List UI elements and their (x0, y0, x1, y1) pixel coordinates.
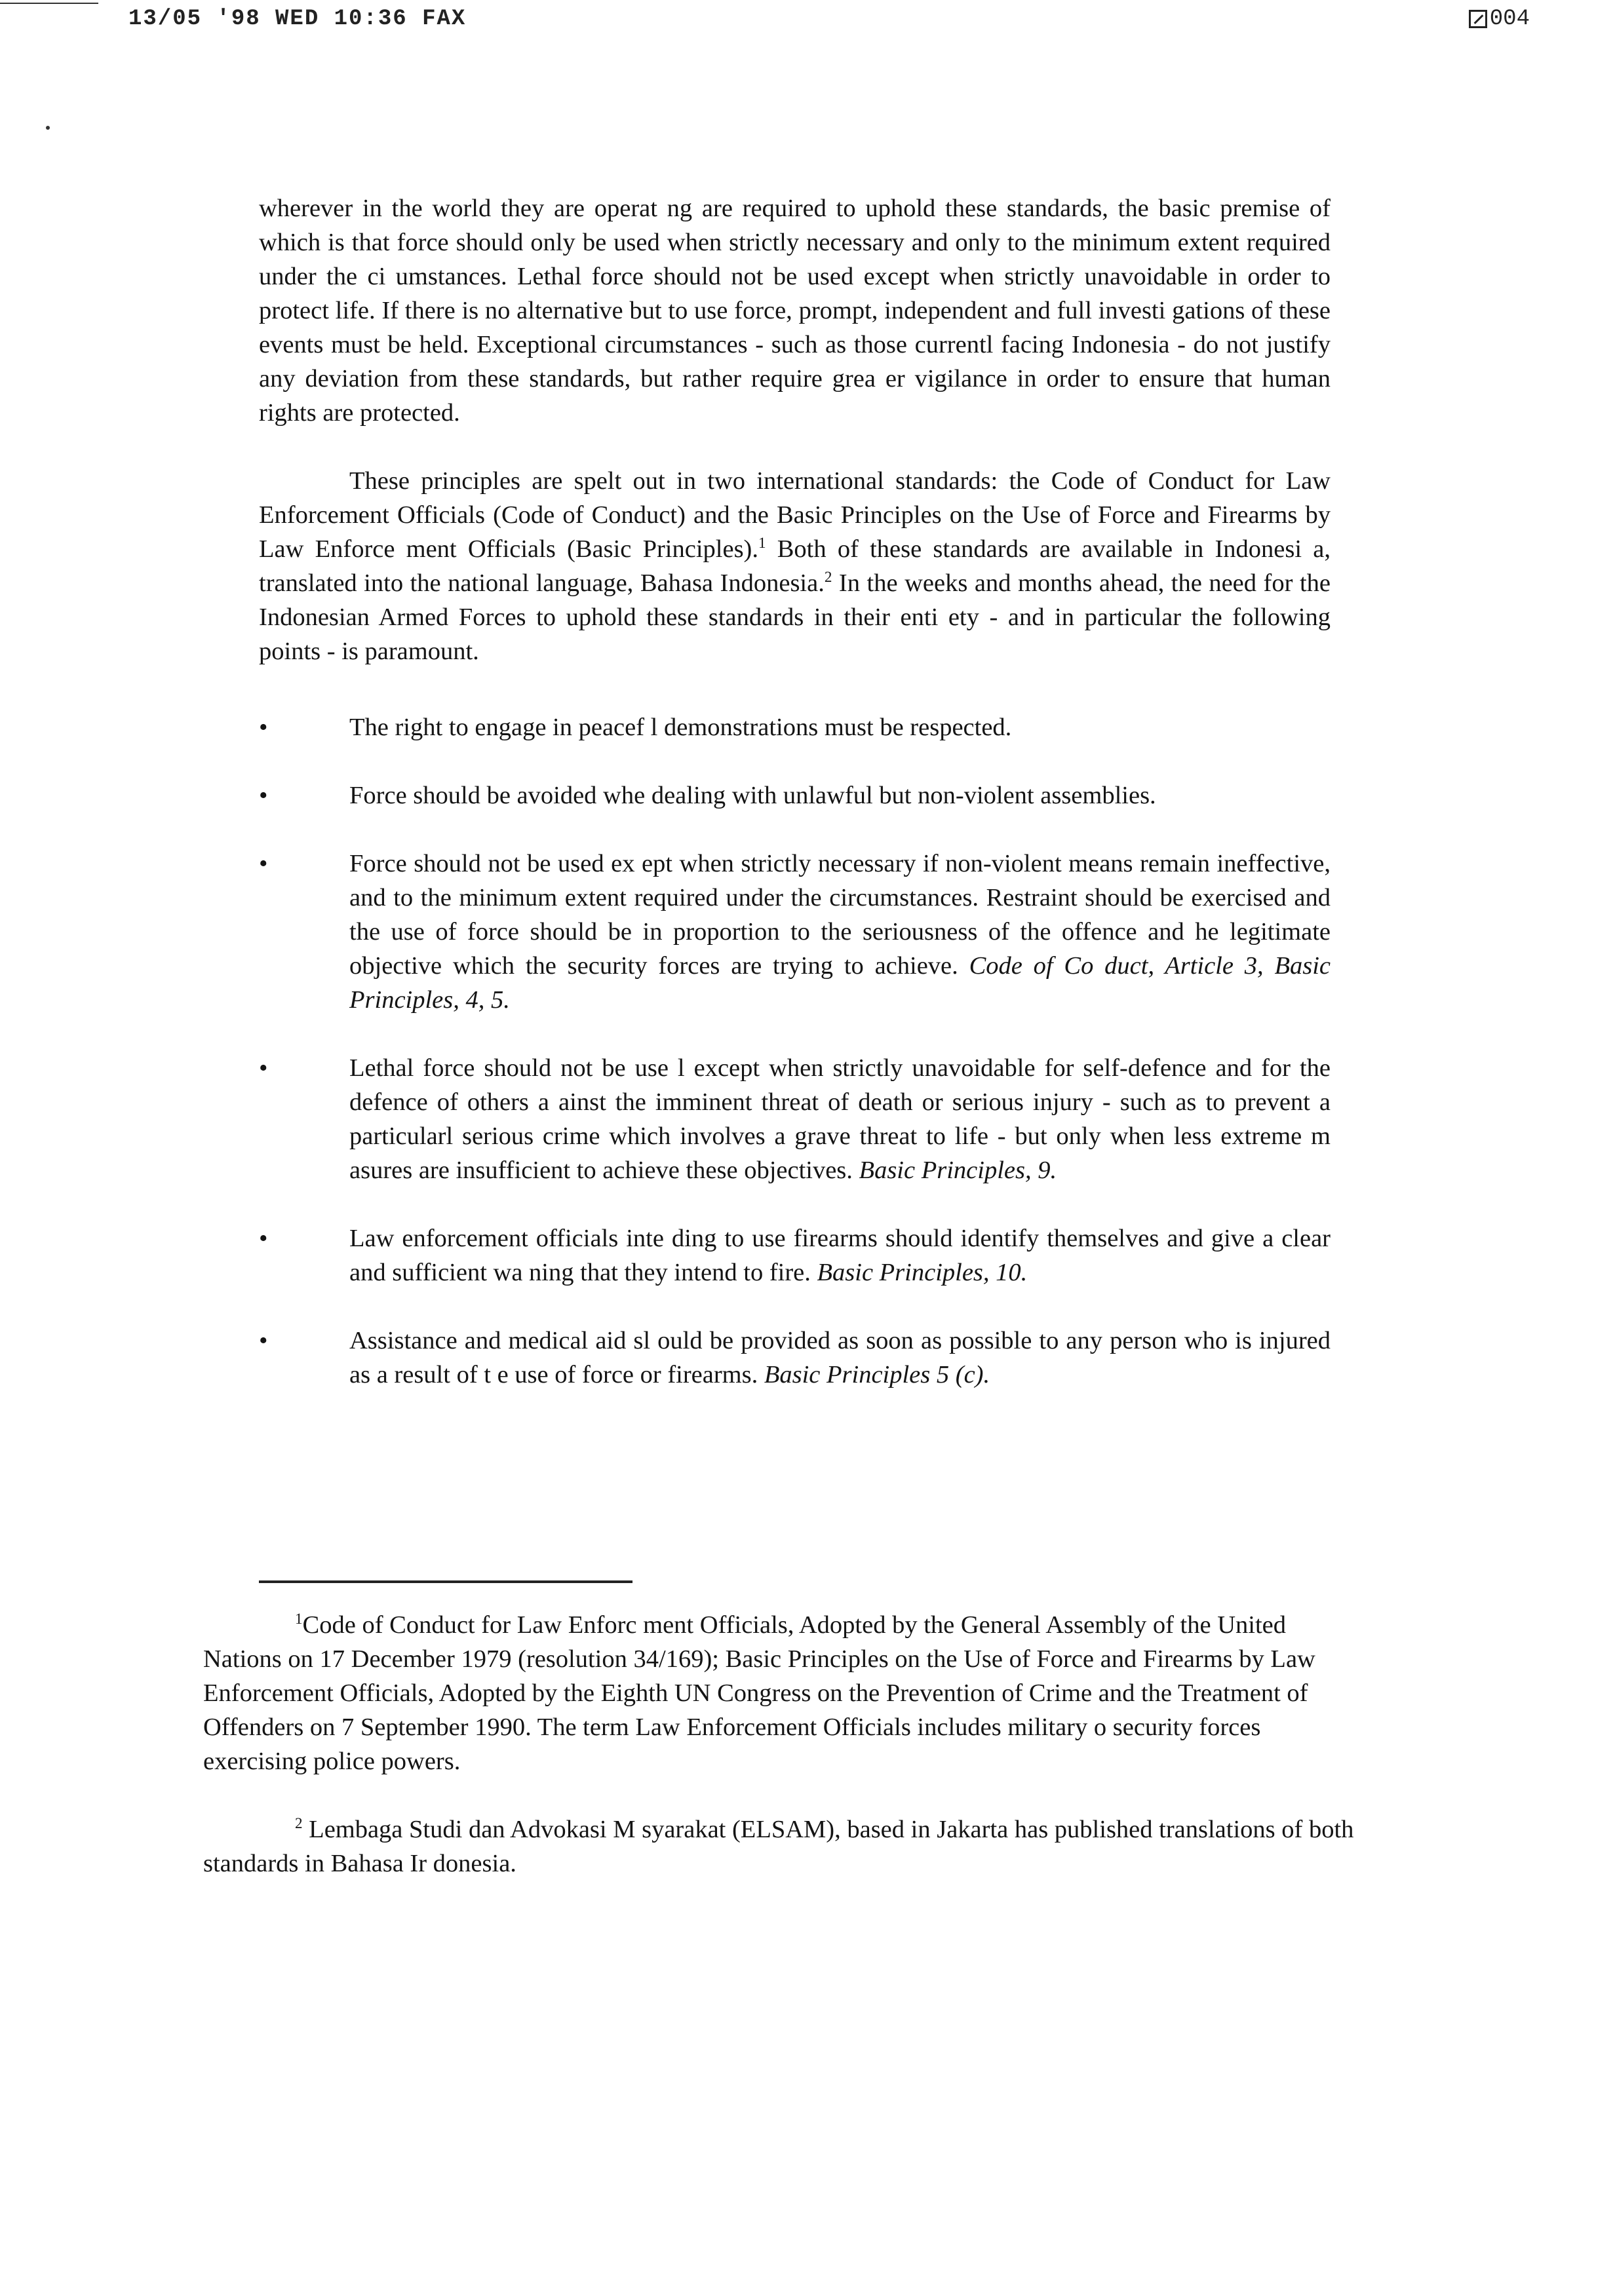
footnote-1 (203, 1608, 1357, 1778)
footnote-marker: 2 (295, 1814, 303, 1832)
fax-page-checkbox-icon (1469, 10, 1487, 28)
footnote-2 (203, 1812, 1357, 1881)
list-item (259, 778, 1331, 813)
fax-header: 13/05 '98 WED 10:36 FAX (128, 7, 467, 31)
list-item (259, 1051, 1331, 1187)
list-item-citation: Code of Co duct, Article 3, Basic Principles, 4, 5. (349, 952, 1331, 1014)
list-item (259, 1324, 1331, 1392)
page-number-value: 004 (1489, 7, 1530, 31)
footnote-ref-1: 1 (758, 534, 766, 552)
bullet-icon: • (259, 714, 268, 741)
bullet-icon: • (259, 1054, 268, 1082)
footnote-separator (259, 1580, 632, 1583)
bullet-icon: • (259, 850, 268, 877)
fax-page-number (1469, 7, 1530, 31)
footnote-marker: 1 (295, 1610, 303, 1628)
paragraph-text: These principles are spelt out in two international standards: the Code of Conduct for Law Enforcement Officials (Code of Conduct) and the Basic Principles on the Use of Force and Firearms by Law Enforce ment Officials (Basic Principles). (259, 467, 1331, 563)
footnote-text: Lembaga Studi dan Advokasi M syarakat (ELSAM), based in Jakarta has published translations of both standards in Bahasa Ir donesia. (203, 1816, 1354, 1877)
footnote-text: Code of Conduct for Law Enforc ment Officials, Adopted by the General Assembly of the United Nations on 17 December 1979 (resolution 34/169); Basic Principles on the Use of Force and Firearms by Law Enforcement Officials, Adopted by the Eighth UN Congress on the Prevention of Crime and the Treatment of Offenders on 7 September 1990. The term Law Enforcement Officials includes military o security forces exercising police powers. (203, 1611, 1315, 1775)
list-item-text: Force should not be used ex ept when strictly necessary if non-violent means remain ineffective, and to the minimum extent required under the circumstances. Restraint should be exercised and the use of force should be in proportion to the seriousness of the offence and he legitimate objective which the security forces are trying to achieve. (349, 850, 1331, 980)
body-paragraph-principles (259, 464, 1331, 668)
list-item-text: Lethal force should not be use l except when strictly unavoidable for self-defence and for the defence of others a ainst the imminent threat of death or serious injury - such as to prevent a particularl serious crime which involves a grave threat to life - but only when less extreme m asures are insufficient to achieve these objectives. (349, 1054, 1331, 1184)
paragraph-text: Both of these standards are available in Indonesi a, translated into the national language, Bahasa Indonesia. (259, 535, 1331, 597)
list-item (259, 710, 1331, 744)
bullet-icon: • (259, 1225, 268, 1252)
bullet-icon: • (259, 1327, 268, 1354)
footnote-ref-2: 2 (824, 568, 832, 586)
list-item (259, 1221, 1331, 1290)
scan-speck (46, 126, 50, 130)
footnotes (203, 1608, 1357, 1881)
list-item-text: Law enforcement officials inte ding to use firearms should identify themselves and give a clear and sufficient wa ning that they intend to fire. (349, 1225, 1331, 1286)
list-item-text: Force should be avoided whe dealing with unlawful but non-violent assemblies. (349, 782, 1156, 809)
header-rule (0, 3, 98, 4)
list-item-text: The right to engage in peacef l demonstrations must be respected. (349, 714, 1012, 741)
principles-list (259, 710, 1331, 1392)
list-item-citation: Basic Principles 5 (c). (764, 1361, 990, 1388)
list-item (259, 847, 1331, 1017)
document-body (259, 191, 1331, 1426)
bullet-icon: • (259, 782, 268, 809)
paragraph-text: In the weeks and months ahead, the need for the Indonesian Armed Forces to uphold these standards in their enti ety - and in particular the following points - is paramount. (259, 569, 1331, 665)
body-paragraph: wherever in the world they are operat ng are required to uphold these standards, the basic premise of which is that force should only be used when strictly necessary and only to the minimum extent required under the ci umstances. Lethal force should not be used except when strictly unavoidable in order to protect life. If there is no alternative but to use force, prompt, independent and full investi gations of these events must be held. Exceptional circumstances - such as those currentl facing Indonesia - do not justify any deviation from these standards, but rather require grea er vigilance in order to ensure that human rights are protected. (259, 195, 1331, 427)
list-item-citation: Basic Principles, 9. (859, 1157, 1057, 1184)
list-item-text: Assistance and medical aid sl ould be provided as soon as possible to any person who is injured as a result of t e use of force or firearms. (349, 1327, 1331, 1388)
list-item-citation: Basic Principles, 10. (817, 1259, 1028, 1286)
